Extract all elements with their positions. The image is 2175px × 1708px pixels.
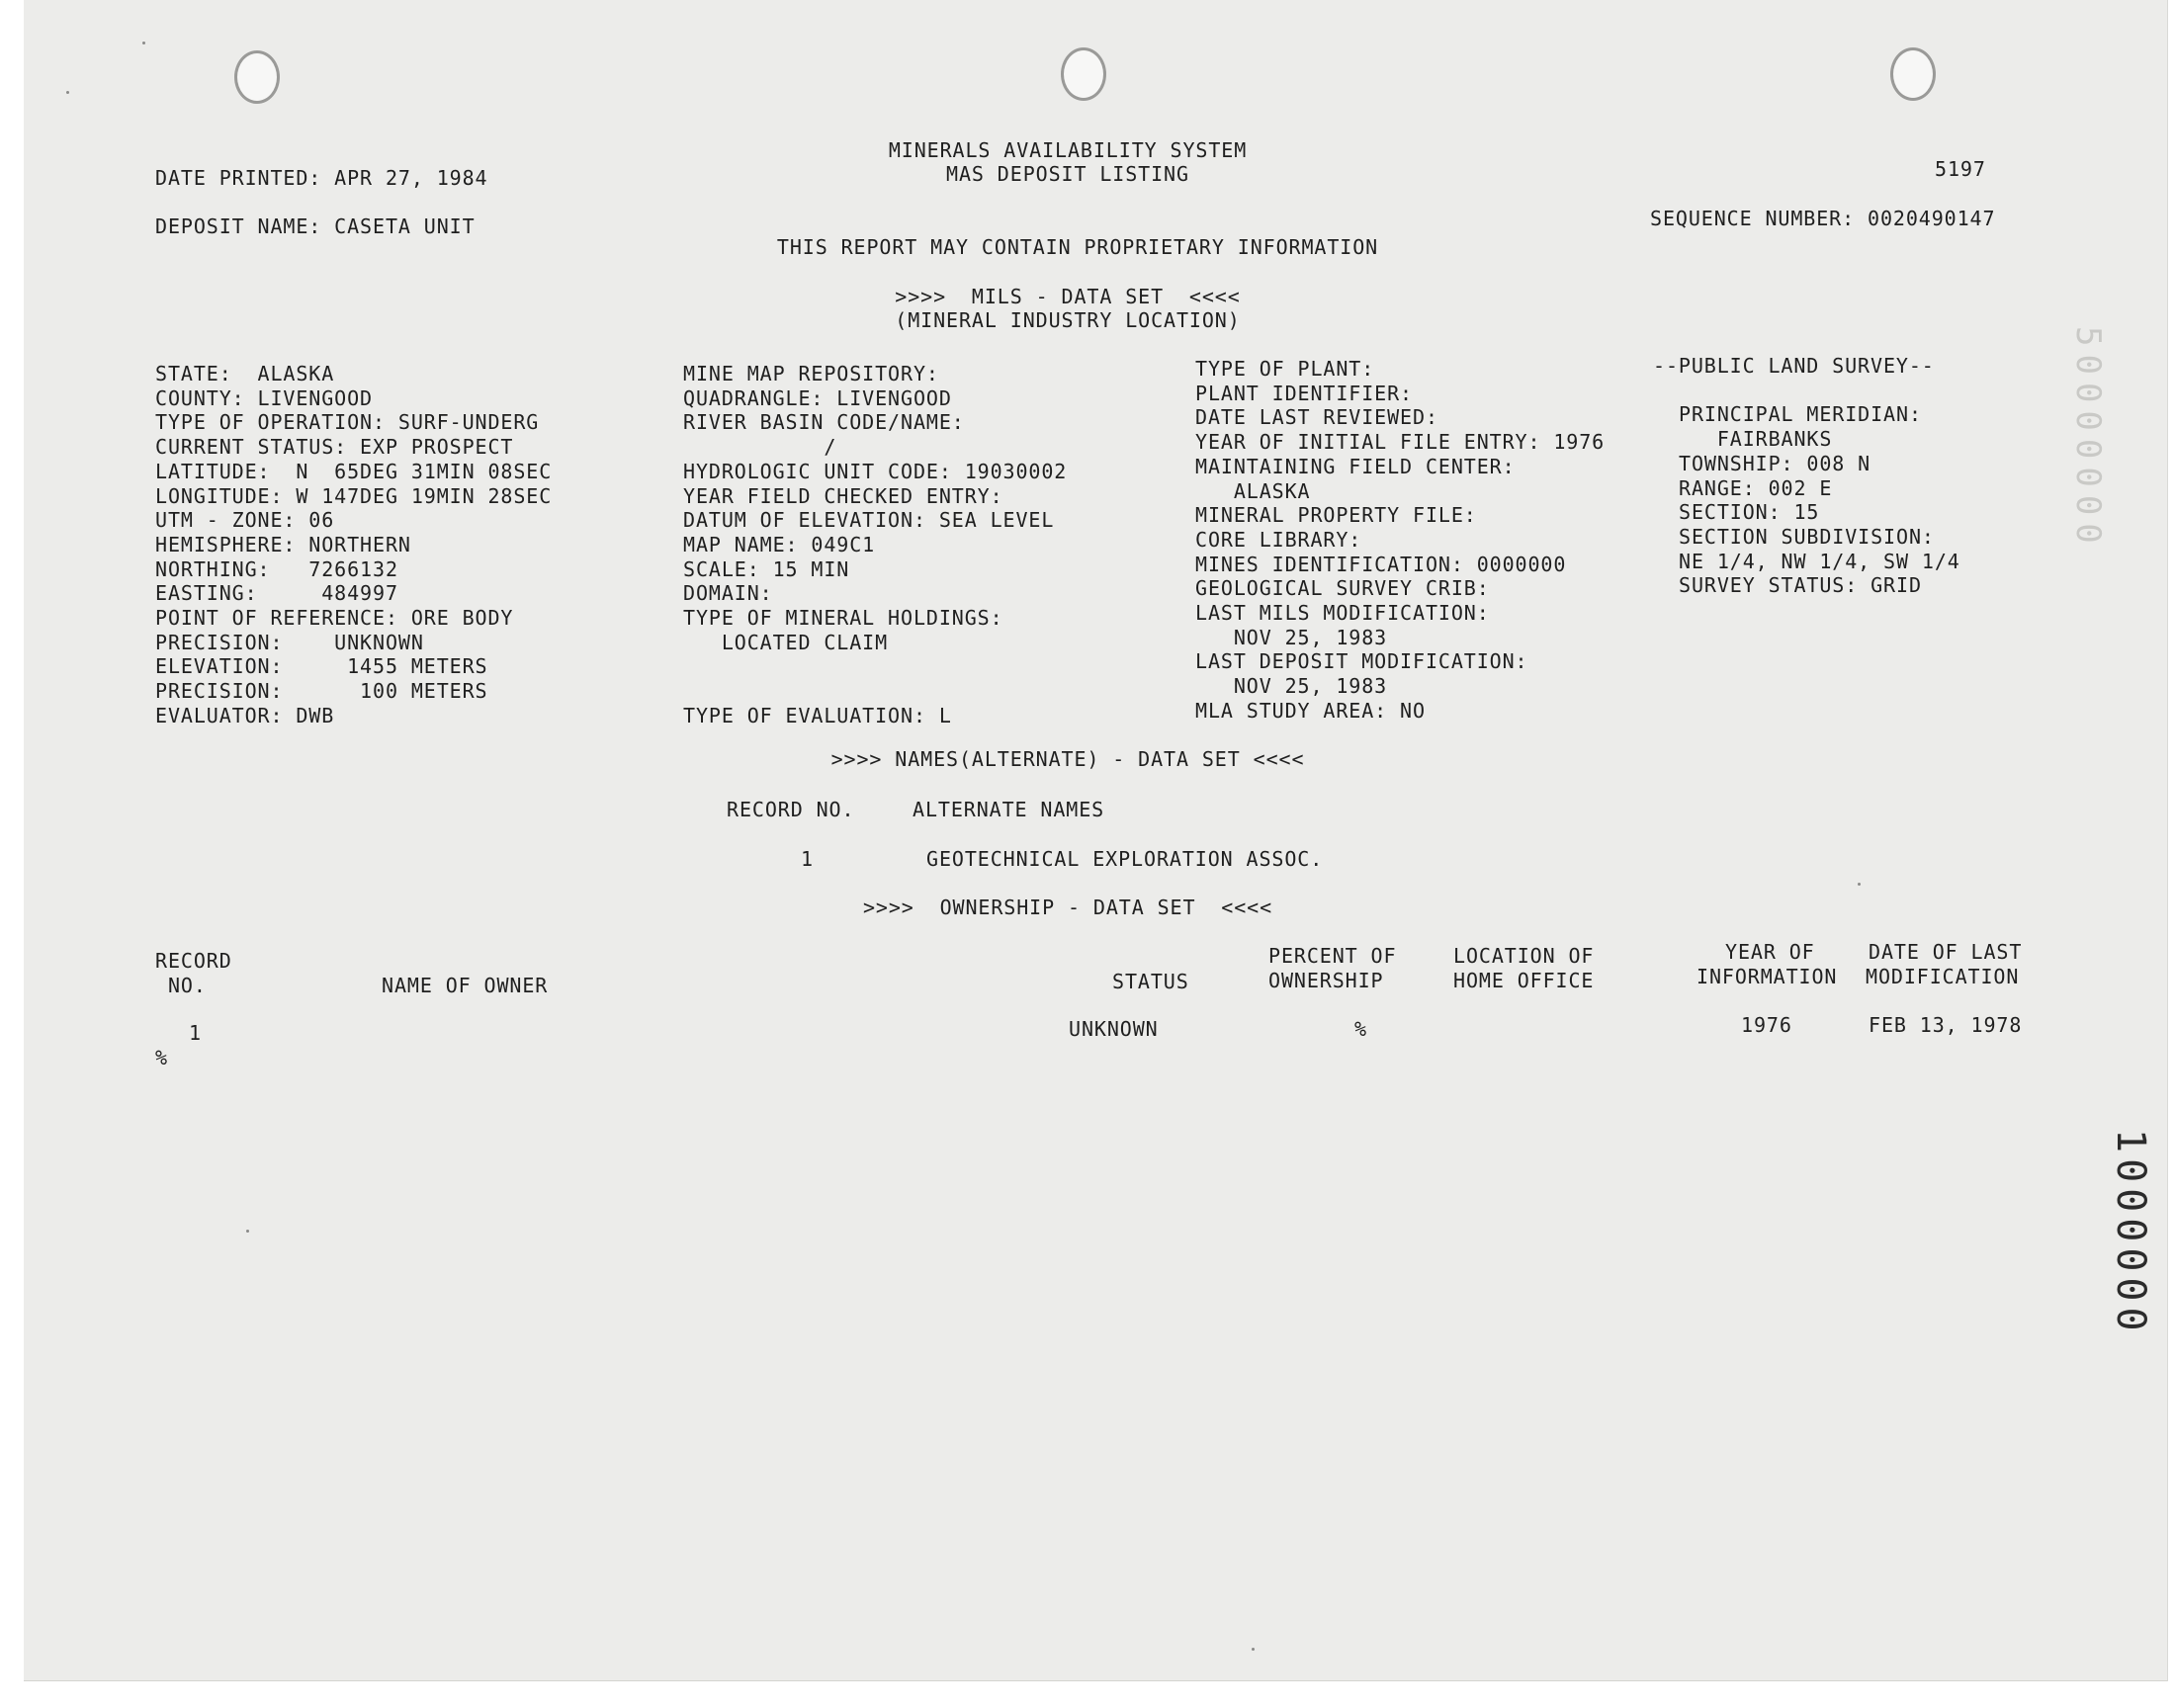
ownership-row-extra: % xyxy=(155,1046,168,1069)
ownership-row-status: UNKNOWN xyxy=(1069,1017,1159,1041)
date-printed: DATE PRINTED: APR 27, 1984 xyxy=(155,166,488,190)
field-line: TYPE OF PLANT: xyxy=(1195,357,1375,381)
field-line: DATUM OF ELEVATION: SEA LEVEL xyxy=(683,508,1055,533)
field-line: / xyxy=(683,435,837,460)
field-line: SECTION SUBDIVISION: xyxy=(1679,524,1935,549)
listing-title: MAS DEPOSIT LISTING xyxy=(946,162,1189,186)
scan-speck xyxy=(1858,883,1861,886)
field-line: SURVEY STATUS: GRID xyxy=(1679,573,1922,598)
field-line: GEOLOGICAL SURVEY CRIB: xyxy=(1195,576,1490,601)
document-page xyxy=(24,0,2168,1681)
names-row-name: GEOTECHNICAL EXPLORATION ASSOC. xyxy=(926,847,1324,871)
ownership-row-record: 1 xyxy=(189,1021,202,1045)
field-line: SECTION: 15 xyxy=(1679,500,1820,525)
ownership-col-percent-2: OWNERSHIP xyxy=(1268,969,1384,992)
mils-subheading: (MINERAL INDUSTRY LOCATION) xyxy=(895,308,1241,332)
page-number: 5197 xyxy=(1935,157,1986,181)
binder-hole-left xyxy=(234,50,280,104)
ownership-col-location-1: LOCATION OF xyxy=(1453,944,1595,968)
deposit-name: DEPOSIT NAME: CASETA UNIT xyxy=(155,214,476,238)
field-line: EVALUATOR: DWB xyxy=(155,703,335,727)
field-line: TYPE OF EVALUATION: L xyxy=(683,703,952,727)
field-line: PRECISION: 100 METERS xyxy=(155,679,488,704)
scan-speck xyxy=(142,42,145,44)
field-line: HYDROLOGIC UNIT CODE: 19030002 xyxy=(683,459,1068,483)
field-line: MAINTAINING FIELD CENTER: xyxy=(1195,454,1516,478)
ownership-col-percent-1: PERCENT OF xyxy=(1268,944,1397,968)
proprietary-notice: THIS REPORT MAY CONTAIN PROPRIETARY INFORMATION xyxy=(776,235,1379,259)
field-line: TYPE OF MINERAL HOLDINGS: xyxy=(683,606,1003,630)
scan-speck xyxy=(66,91,69,94)
names-col-alternate: ALTERNATE NAMES xyxy=(913,798,1105,821)
field-line: POINT OF REFERENCE: ORE BODY xyxy=(155,606,514,630)
field-line: NORTHING: 7266132 xyxy=(155,556,398,581)
field-line: STATE: ALASKA xyxy=(155,362,335,385)
ownership-col-location-2: HOME OFFICE xyxy=(1453,969,1595,992)
ownership-row-percent: % xyxy=(1354,1017,1367,1041)
field-line: QUADRANGLE: LIVENGOOD xyxy=(683,385,952,410)
field-line: DATE LAST REVIEWED: xyxy=(1195,405,1438,430)
field-line: ELEVATION: 1455 METERS xyxy=(155,654,488,679)
section-heading: --PUBLIC LAND SURVEY-- xyxy=(1653,354,1935,378)
field-line: MAP NAME: 049C1 xyxy=(683,532,876,556)
field-line: LAST DEPOSIT MODIFICATION: xyxy=(1195,649,1528,674)
faint-file-stamp: 50000000 xyxy=(2068,326,2108,552)
ownership-heading: >>>> OWNERSHIP - DATA SET <<<< xyxy=(862,896,1273,919)
field-line: NOV 25, 1983 xyxy=(1195,625,1388,649)
sequence-number: SEQUENCE NUMBER: 0020490147 xyxy=(1650,207,1996,230)
binder-hole-right xyxy=(1890,47,1936,101)
field-line: SCALE: 15 MIN xyxy=(683,556,850,581)
binder-hole-center xyxy=(1061,47,1106,101)
field-line: DOMAIN: xyxy=(683,581,773,606)
ownership-row-year: 1976 xyxy=(1741,1013,1792,1037)
field-line: LAST MILS MODIFICATION: xyxy=(1195,601,1490,625)
field-line: FAIRBANKS xyxy=(1679,427,1833,452)
system-title: MINERALS AVAILABILITY SYSTEM xyxy=(888,138,1248,162)
mils-heading: >>>> MILS - DATA SET <<<< xyxy=(895,285,1241,308)
field-line: MINE MAP REPOSITORY: xyxy=(683,362,939,385)
field-line: ALASKA xyxy=(1195,478,1311,503)
scan-speck xyxy=(246,1230,249,1233)
field-line: TYPE OF OPERATION: SURF-UNDERG xyxy=(155,410,540,435)
field-line: RIVER BASIN CODE/NAME: xyxy=(683,410,965,435)
field-line: YEAR FIELD CHECKED ENTRY: xyxy=(683,483,1003,508)
field-line: MINERAL PROPERTY FILE: xyxy=(1195,503,1477,528)
ownership-col-record: RECORD xyxy=(155,949,232,973)
file-number-stamp: 1000000 xyxy=(2108,1129,2153,1337)
names-heading: >>>> NAMES(ALTERNATE) - DATA SET <<<< xyxy=(830,747,1305,771)
ownership-col-year-2: INFORMATION xyxy=(1696,965,1838,988)
field-line: PRECISION: UNKNOWN xyxy=(155,630,424,654)
field-line: TOWNSHIP: 008 N xyxy=(1679,451,1871,475)
field-line: MLA STUDY AREA: NO xyxy=(1195,698,1426,723)
field-line: PRINCIPAL MERIDIAN: xyxy=(1679,402,1922,427)
ownership-col-date-2: MODIFICATION xyxy=(1866,965,2020,988)
field-line: NOV 25, 1983 xyxy=(1195,674,1388,699)
ownership-col-no: NO. xyxy=(155,974,207,997)
field-line: LATITUDE: N 65DEG 31MIN 08SEC xyxy=(155,459,553,483)
names-row-number: 1 xyxy=(801,847,814,871)
field-line: MINES IDENTIFICATION: 0000000 xyxy=(1195,552,1567,576)
field-line: PLANT IDENTIFIER: xyxy=(1195,381,1413,405)
field-line: YEAR OF INITIAL FILE ENTRY: 1976 xyxy=(1195,430,1606,455)
field-line: NE 1/4, NW 1/4, SW 1/4 xyxy=(1679,549,1960,573)
ownership-col-name: NAME OF OWNER xyxy=(382,974,549,997)
field-line: COUNTY: LIVENGOOD xyxy=(155,385,373,410)
field-line: HEMISPHERE: NORTHERN xyxy=(155,532,411,556)
ownership-col-status: STATUS xyxy=(1112,970,1189,993)
field-line: EASTING: 484997 xyxy=(155,581,398,606)
field-line: LOCATED CLAIM xyxy=(683,630,889,654)
field-line: RANGE: 002 E xyxy=(1679,475,1833,500)
field-line: CORE LIBRARY: xyxy=(1195,527,1362,552)
field-line: LONGITUDE: W 147DEG 19MIN 28SEC xyxy=(155,483,553,508)
names-col-record: RECORD NO. xyxy=(727,798,855,821)
ownership-col-year-1: YEAR OF xyxy=(1725,940,1815,964)
field-line: CURRENT STATUS: EXP PROSPECT xyxy=(155,435,514,460)
field-line: UTM - ZONE: 06 xyxy=(155,508,335,533)
ownership-row-date: FEB 13, 1978 xyxy=(1869,1013,2023,1037)
scan-speck xyxy=(1252,1648,1255,1651)
ownership-col-date-1: DATE OF LAST xyxy=(1869,940,2023,964)
